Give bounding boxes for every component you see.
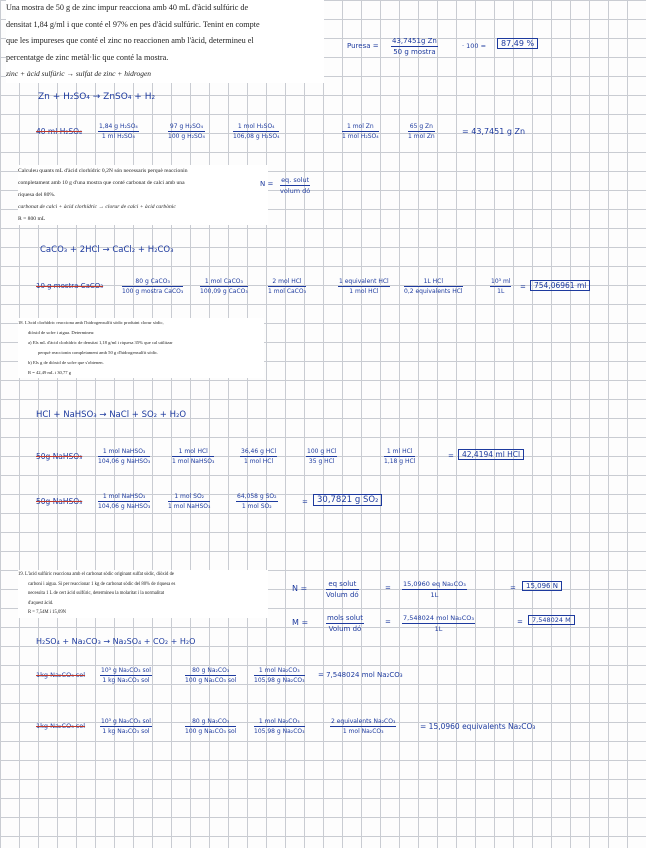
problem-3a-factor-4 [306, 448, 337, 465]
p4-molarity-calc-den: 1L [434, 625, 443, 633]
factor-denominator: 1 mol NaHSO₃ [172, 458, 215, 465]
normality-numerator: eq. solut [281, 176, 310, 184]
problem-2-reaction: carbonat de calci + àcid clorhídric → clorur de calci + àcid carbònic [18, 204, 176, 210]
factor-denominator: 100 g H₂SO₄ [168, 133, 205, 140]
problem-4-calc-2-result: = 15,0960 equivalents Na₂CO₃ [420, 722, 536, 731]
factor-denominator: 1 mol NaHSO₃ [168, 503, 211, 510]
problem-2-start-text: 10 g mostra CaCO₃ [36, 282, 104, 290]
p4-normality-numerator: eq solut [326, 580, 359, 590]
factor-denominator: 105,98 g Na₂CO₃ [254, 728, 305, 735]
problem-2-answer: R = 800 mL [18, 216, 46, 222]
problem-3-equation: HCl + NaHSO₃ → NaCl + SO₂ + H₂O [36, 410, 187, 420]
problem-4-calc-1-start [36, 671, 85, 679]
problem-2-line: riquesa del 80%. [18, 192, 56, 198]
purity-fraction [391, 37, 438, 56]
factor-denominator: 0,2 equivalents HCl [404, 288, 463, 295]
problem-2-equation: CaCO₃ + 2HCl → CaCl₂ + H₂CO₃ [40, 245, 174, 255]
problem-4-calc-2-factor-3 [254, 718, 305, 735]
problem-2-factor-3 [268, 278, 306, 295]
factor-denominator: 1 mol HCl [349, 288, 379, 295]
problem-4-calc-2-factor-2 [185, 718, 236, 735]
factor-denominator: 1L [497, 288, 505, 295]
problem-1-factor-2 [168, 123, 205, 140]
problem-1-factor-1 [98, 123, 139, 140]
purity-result: 87,49 % [497, 38, 538, 49]
factor-numerator: 10³ g Na₂CO₃ sol [101, 718, 151, 725]
factor-numerator: 10³ ml [491, 278, 511, 285]
p4-molarity-denominator: Volum dó [328, 625, 362, 633]
problem-3b-start [36, 497, 82, 506]
normality-label: N = [260, 180, 274, 188]
factor-denominator: 100,09 g CaCO₃ [200, 288, 248, 295]
problem-2-factor-2 [200, 278, 248, 295]
problem-3a-factor-3 [240, 448, 277, 465]
problem-4-calc-1-result: = 7,548024 mol Na₂CO₃ [318, 671, 403, 679]
factor-denominator: 1 kg Na₂CO₃ sol [102, 728, 150, 735]
purity-label: Puresa = [347, 42, 379, 50]
p4-normality-calc-den: 1L [430, 591, 439, 599]
problem-2-factor-6 [490, 278, 511, 295]
factor-numerator: 1 mol Na₂CO₃ [254, 667, 305, 676]
problem-1-start [36, 127, 82, 136]
problem-3-line: diòxid de sofre i aigua. Determineu: [28, 330, 95, 335]
p4-normality-label: N = [292, 584, 308, 593]
purity-numerator: 43,7451g Zn [392, 37, 437, 45]
p4-molarity-calc [402, 614, 475, 633]
problem-2-result: 754,06961 ml [530, 280, 590, 291]
problem-3b-result: 30,7821 g SO₂ [313, 494, 382, 506]
problem-3b-start-text: 50g NaHSO₃ [36, 497, 83, 506]
problem-1-result: = 43,7451 g Zn [462, 127, 526, 136]
factor-denominator: 100 g mostra CaCO₃ [122, 288, 184, 295]
problem-4-answer: R = 7,54M i 15,09N [28, 610, 67, 616]
problem-2-start [36, 282, 103, 290]
p4-normality-denominator: Volum dó [326, 591, 359, 599]
factor-numerator: 10³ g Na₂CO₃ sol [101, 667, 151, 674]
factor-numerator: 1L HCl [404, 278, 463, 287]
factor-numerator: 80 g Na₂CO₃ [185, 718, 236, 727]
factor-denominator: 1 ml H₂SO₄ [101, 133, 135, 140]
factor-numerator: 65 g Zn [409, 123, 433, 130]
factor-numerator: 2 mol HCl [268, 278, 306, 287]
problem-3-statement [18, 318, 264, 378]
factor-denominator: 1 kg Na₂CO₃ sol [102, 677, 150, 684]
factor-denominator: 104,06 g NaHSO₃ [98, 458, 151, 465]
problem-4-statement [18, 570, 268, 618]
p4-molarity-result: 7,548024 M [528, 615, 575, 625]
problem-4-calc-1-factor-2 [185, 667, 236, 684]
factor-numerator: 80 g Na₂CO₃ [185, 667, 236, 676]
problem-1-line: densitat 1,84 g/ml i que conté el 97% en pes d'àcid sulfúric. Tenint en compte [6, 19, 260, 29]
problem-3b-factor-2 [168, 493, 210, 510]
factor-denominator: 105,98 g Na₂CO₃ [254, 677, 305, 684]
worksheet-page: Una mostra de 50 g de zinc impur reacciona amb 40 mL d'àcid sulfúric de densitat 1,84 g/ml i que conté el 97% en pes d'àcid sulfúric. Tenint en compte que les impureses que conté el zinc no reaccionen amb l'àcid, determineu el percentatge de zinc metàl·lic que conté la mostra. zinc + àcid sulfúric → sulfat de zinc + hidrogen Puresa = 43,7451g Zn 50 g mostra · 100 = 87,49 % Zn + H₂SO₄ → ZnSO₄ + H₂ 40 ml H₂SO₄ $\frac{\text{1,84 g H₂SO₄}}{\text{1 ml H₂SO₄}}$ $\frac{\text{97 g H₂SO₄}}{\text{100 g H₂SO₄}}$ 1 mol H₂SO₄ 106,08 g H₂SO₄ 1 mol Zn 1 mol H₂SO₄ 65 g Zn 1 mol Zn = 43,7451 g Zn Calculeu quants mL d'àcid clorhídric 0,2N són necessaris perquè reaccionin completament amb 10 g d'una mostra que conté carbonat de calci amb una riquesa del 80%. carbonat de calci + àcid clorhídric → clorur de calci + àcid carbònic R = 800 mL N = eq. solut volum dó CaCO₃ + 2HCl → CaCl₂ + H₂CO₃ 10 g mostra CaCO₃ 80 g CaCO₃ 100 g mostra CaCO₃ 1 mol CaCO₃ 100,09 g CaCO₃ 2 mol HCl 1 mol CaCO₃ 1 equivalent HCl 1 mol HCl 1L HCl 0,2 equivalents HCl $\frac{\text{10³ ml}}{1L}$ = 754,06961 ml 18. L'àcid clorhídric reacciona amb l'hidrogensulfit sòdic produint clorur sòdic, diòxid de sofre i aigua. Determineu: a) Els mL d'àcid clorhídric de densitat 1,18 g/ml i riquesa 35% que cal utilitzar perquè reaccionin completament amb 50 g d'hidrogensulfit sòdic. b) Els g de diòxid de sofre que s'obtenen. R = 42,49 mL i 30,77 g HCl + NaHSO₃ → NaCl + SO₂ + H₂O 50g NaHSO₃ 1 mol NaHSO₃ 104,06 g NaHSO₃ 1 mol HCl 1 mol NaHSO₃ 36,46 g HCl 1 mol HCl 100 g HCl 35 g HCl 1 ml HCl 1,18 g HCl = 42,4194 ml HCl 50g NaHSO₃ 1 mol NaHSO₃ 104,06 g NaHSO₃ 1 mol SO₂ 1 mol NaHSO₃ 64,058 g SO₂ 1 mol SO₂ = 30,7821 g SO₂ 19. L'àcid sulfúric reacciona amb el carbonat sòdic originant sulfat sòdic, diòxid de carboni i aigua. Si per reaccionar 1 kg de carbonat sòdic del 80% de riquesa es necessita 1 L de cert àcid sulfúric, determineu la molaritat i la normalitat d'aquest àcid. R = 7,54M i 15,09N N = eq solut Volum dó = $\frac{\text{15,0960 eq Na₂CO₃}}{1L}$ = 15,096 N M = mols solut Volum dó = 7,548024 mol Na₂CO₃ 1L = 7,548024 M H₂SO₄ + Na₂CO₃ → Na₂SO₄ + CO₂ + H₂O 1kg Na₂CO₃ sol 10³ g Na₂CO₃ sol 1 kg Na₂CO₃ sol 80 g Na₂CO₃ 100 g Na₂CO₃ sol 1 mol Na₂CO₃ 105,98 g Na₂CO₃ = 7,548024 mol Na₂CO₃ 1kg Na₂CO₃ sol 10³ g Na₂CO₃ sol 1 kg Na₂CO₃ sol 80 g Na₂CO₃ 100 g Na₂CO₃ sol 1 mol Na₂CO₃ 105,98 g Na₂CO₃ 2 equivalents Na₂CO₃ 1 mol Na₂CO₃ = 15,0960 equivalents Na₂CO₃ [0, 0, 646, 848]
factor-denominator: 104,06 g NaHSO₃ [98, 503, 151, 510]
problem-2-line: completament amb 10 g d'una mostra que conté carbonat de calci amb una [18, 180, 185, 186]
factor-numerator: 1 mol Zn [342, 123, 379, 132]
factor-numerator: 1 mol Na₂CO₃ [254, 718, 305, 727]
factor-numerator: 1 mol NaHSO₃ [98, 493, 150, 502]
problem-1-factor-4 [342, 123, 379, 140]
factor-numerator: 1 mol SO₂ [168, 493, 210, 502]
factor-denominator: 1 mol SO₂ [241, 503, 272, 510]
p4-molarity-label: M = [292, 618, 309, 627]
p4-molarity-calc-num: 7,548024 mol Na₂CO₃ [403, 614, 474, 622]
problem-1-equation: Zn + H₂SO₄ → ZnSO₄ + H₂ [38, 92, 156, 102]
factor-numerator: 2 equivalents Na₂CO₃ [331, 718, 396, 725]
problem-3-answer: R = 42,49 mL i 30,77 g [28, 370, 71, 375]
factor-denominator: 100 g Na₂CO₃ sol [185, 728, 237, 735]
p4-normality-calc [402, 580, 467, 599]
factor-denominator: 1 mol HCl [243, 458, 274, 465]
factor-numerator: 1,84 g H₂SO₄ [99, 123, 138, 130]
problem-1-line: Una mostra de 50 g de zinc impur reacciona amb 40 mL d'àcid sulfúric de [6, 3, 249, 12]
factor-numerator: 1 equivalent HCl [339, 278, 389, 285]
problem-3-item-b: b) Els g de diòxid de sofre que s'obtenen. [28, 360, 104, 365]
factor-numerator: 36,46 g HCl [241, 448, 277, 455]
problem-2-line: Calculeu quants mL d'àcid clorhídric 0,2N són necessaris perquè reaccionin [18, 168, 188, 174]
problem-4-equation: H₂SO₄ + Na₂CO₃ → Na₂SO₄ + CO₂ + H₂O [36, 637, 196, 646]
p4-normality-calc-num: 15,0960 eq Na₂CO₃ [403, 580, 466, 588]
problem-4-calc-2-factor-1 [100, 718, 152, 735]
factor-denominator: 1,18 g HCl [384, 458, 416, 465]
problem-4-calc-1-start-text: 1kg Na₂CO₃ sol [36, 671, 86, 679]
problem-3-item-a: a) Els mL d'àcid clorhídric de densitat 1,18 g/ml i riquesa 35% que cal utilitzar [28, 340, 173, 345]
problem-1-start-text: 40 ml H₂SO₄ [36, 127, 83, 136]
factor-denominator: 35 g HCl [308, 458, 335, 465]
p4-normality-result: 15,096 N [522, 581, 562, 591]
factor-numerator: 80 g CaCO₃ [122, 278, 183, 287]
normality-denominator: volum dó [280, 187, 311, 195]
problem-1-reaction: zinc + àcid sulfúric → sulfat de zinc + hidrogen [6, 69, 152, 78]
problem-3-item-a-cont: perquè reaccionin completament amb 50 g d'hidrogensulfit sòdic. [38, 350, 159, 355]
factor-numerator: 97 g H₂SO₄ [169, 123, 204, 130]
factor-denominator: 100 g Na₂CO₃ sol [185, 677, 237, 684]
problem-2-factor-1 [122, 278, 183, 295]
purity-multiplier: · 100 = [462, 42, 487, 50]
factor-denominator: 1 mol CaCO₃ [268, 288, 306, 295]
problem-1-factor-3 [233, 123, 279, 140]
p4-molarity-def [326, 614, 364, 633]
problem-4-line: d'aquest àcid. [28, 600, 54, 606]
problem-3-line: 18. L'àcid clorhídric reacciona amb l'hidrogensulfit sòdic produint clorur sòdic, [18, 320, 164, 325]
problem-1-line: percentatge de zinc metàl·lic que conté la mostra. [6, 52, 169, 62]
normality-fraction [280, 176, 310, 195]
factor-denominator: 106,08 g H₂SO₄ [233, 133, 280, 140]
problem-4-line: 19. L'àcid sulfúric reacciona amb el carbonat sòdic originant sulfat sòdic, diòxid de [18, 572, 175, 577]
problem-2-factor-4 [338, 278, 390, 295]
problem-3b-factor-1 [98, 493, 150, 510]
problem-3a-start [36, 452, 82, 461]
problem-3b-factor-3 [236, 493, 278, 510]
factor-numerator: 100 g HCl [307, 448, 337, 455]
problem-3a-start-text: 50g NaHSO₃ [36, 452, 83, 461]
problem-4-line: carboni i aigua. Si per reaccionar 1 kg de carbonat sòdic del 80% de riquesa es [28, 581, 176, 587]
factor-numerator: 1 mol CaCO₃ [200, 278, 248, 287]
problem-4-calc-2-start [36, 722, 85, 730]
problem-4-calc-1-factor-1 [100, 667, 152, 684]
problem-4-calc-2-factor-4 [330, 718, 396, 735]
problem-1-statement [6, 0, 324, 83]
problem-4-calc-1-factor-3 [254, 667, 305, 684]
problem-4-calc-2-start-text: 1kg Na₂CO₃ sol [36, 722, 86, 730]
problem-1-line: que les impureses que conté el zinc no reaccionen amb l'àcid, determineu el [6, 36, 254, 45]
p4-molarity-numerator: mols solut [327, 614, 363, 622]
factor-denominator: 1 mol Zn [408, 133, 435, 140]
factor-numerator: 1 mol NaHSO₃ [98, 448, 150, 457]
problem-4-line: necessita 1 L de cert àcid sulfúric, determineu la molaritat i la normalitat [28, 591, 165, 597]
problem-3a-result: 42,4194 ml HCl [458, 449, 524, 460]
factor-numerator: 1 mol HCl [172, 448, 214, 457]
problem-2-statement [18, 165, 268, 225]
problem-3a-factor-5 [384, 448, 415, 465]
factor-numerator: 64,058 g SO₂ [237, 493, 277, 500]
problem-3a-factor-1 [98, 448, 150, 465]
factor-denominator: 1 mol Na₂CO₃ [342, 728, 384, 735]
problem-2-factor-5 [404, 278, 463, 295]
purity-denominator: 50 g mostra [393, 48, 436, 56]
p4-normality-def [326, 580, 359, 599]
factor-denominator: 1 mol H₂SO₄ [342, 133, 379, 140]
problem-1-factor-5 [408, 123, 435, 140]
problem-3a-factor-2 [172, 448, 214, 465]
factor-numerator: 1 mol H₂SO₄ [233, 123, 279, 132]
factor-numerator: 1 ml HCl [384, 448, 415, 457]
